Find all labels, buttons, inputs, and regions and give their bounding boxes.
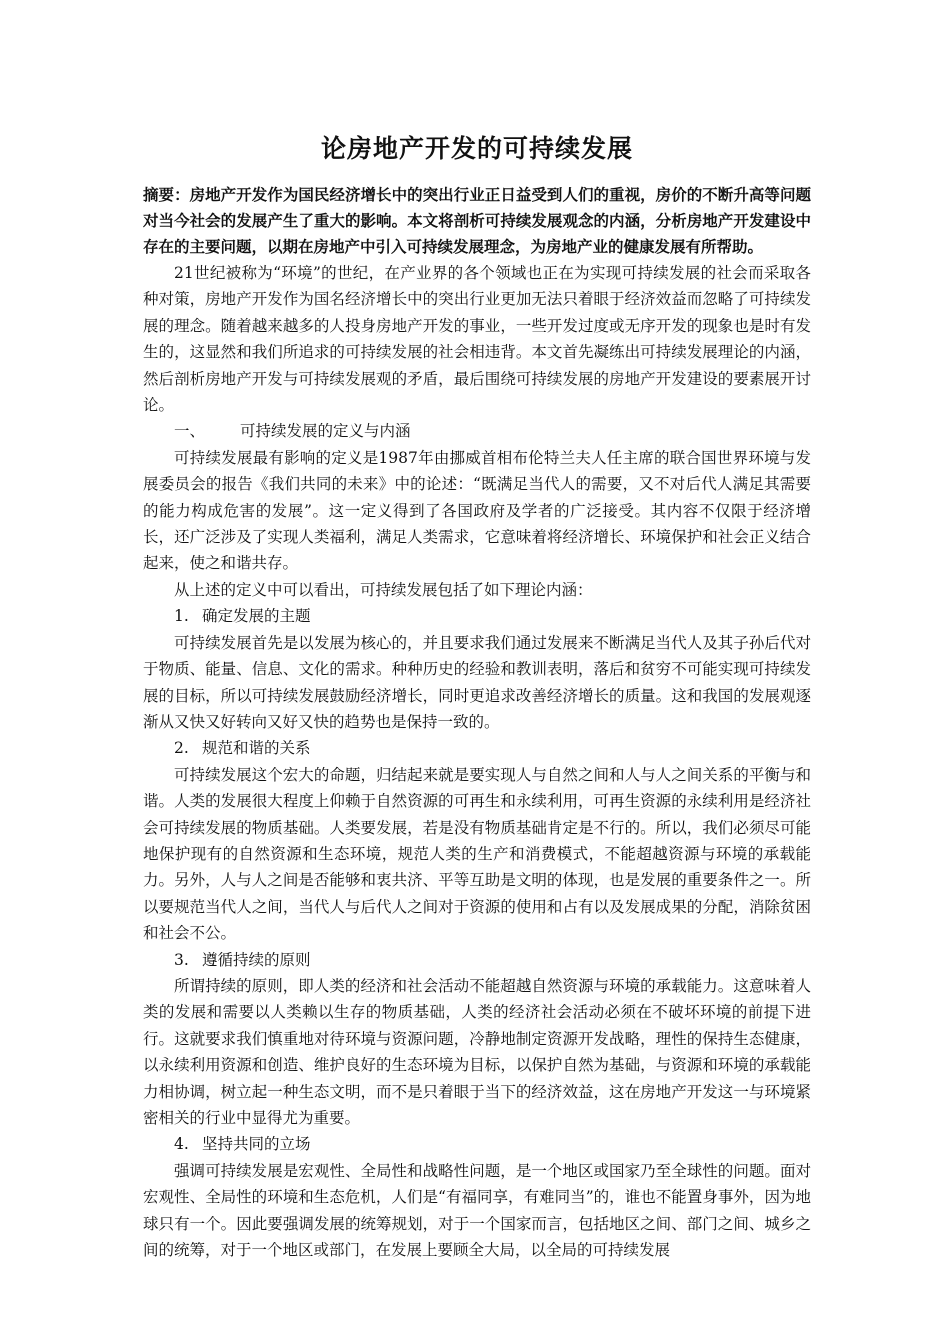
item-paragraph: 可持续发展首先是以发展为核心的，并且要求我们通过发展来不断满足当代人及其子孙后代对于物质、能量、信息、文化的需求。种种历史的经验和教训表明，落后和贫穷不可能实现可持续发展的目标，所以可持续发展鼓励经济增长，同时更追求改善经济增长的质量。这和我国的发展观逐渐从又快又好转向又好又快的趋势也是保持一致的。 (143, 633, 811, 731)
connotation-intro-paragraph: 从上述的定义中可以看出，可持续发展包括了如下理论内涵： (174, 580, 593, 599)
definition-paragraph: 可持续发展最有影响的定义是1987年由挪威首相布伦特兰夫人任主席的联合国世界环境与发展委员会的报告《我们共同的未来》中的论述：“既满足当代人的需要，又不对后代人满足其需要的能力构成危害的发展”。这一定义得到了各国政府及学者的广泛接受。其内容不仅限于经济增长，还广泛涉及了实现人类福利，满足人类需求，它意味着将经济增长、环境保护和社会正义结合起来，使之和谐共存。 (143, 448, 811, 573)
item-title: 规范和谐的关系 (202, 739, 311, 758)
item-heading (143, 603, 811, 629)
document-title: 论房地产开发的可持续发展 (320, 134, 633, 163)
item-title: 遵循持续的原则 (202, 950, 311, 969)
item-paragraph: 强调可持续发展是宏观性、全局性和战略性问题，是一个地区或国家乃至全球性的问题。面对宏观性、全局性的环境和生态危机，人们是“有福同享，有难同当”的，谁也不能置身事外，因为地球只有一个。因此要强调发展的统筹规划，对于一个国家而言，包括地区之间、部门之间、城乡之间的统筹，对于一个地区或部门，在发展上要顾全大局，以全局的可持续发展 (143, 1161, 811, 1260)
section-heading (143, 418, 811, 444)
item-paragraph: 可持续发展这个宏大的命题，归结起来就是要实现人与自然之间和人与人之间关系的平衡与和谐。人类的发展很大程度上仰赖于自然资源的可再生和永续利用，可再生资源的永续利用是经济社会可持续发展的物质基础。人类要发展，若是没有物质基础肯定是不行的。所以，我们必须尽可能地保护现有的自然资源和生态环境，规范人类的生产和消费模式，不能超越资源与环境的承载能力。另外，人与人之间是否能够和衷共济、平等互助是文明的体现，也是发展的重要条件之一。所以要规范当代人之间，当代人与后代人之间对于资源的使用和占有以及发展成果的分配，消除贫困和社会不公。 (143, 765, 811, 943)
section-number: 一、 (174, 422, 206, 441)
intro-paragraph: 21世纪被称为“环境”的世纪，在产业界的各个领域也正在为实现可持续发展的社会而采取各种对策，房地产开发作为国名经济增长中的突出行业更加无法只着眼于经济效益而忽略了可持续发展的理念。随着越来越多的人投身房地产开发的事业，一些开发过度或无序开发的现象也是时有发生的，这显然和我们所追求的可持续发展的社会相违背。本文首先凝练出可持续发展理论的内涵，然后剖析房地产开发与可持续发展观的矛盾，最后围绕可持续发展的房地产开发建设的要素展开讨论。 (143, 264, 811, 415)
item-heading (143, 1131, 811, 1157)
item-number: 3. (174, 950, 189, 969)
item-title: 坚持共同的立场 (202, 1135, 311, 1154)
item-number: 4. (174, 1135, 189, 1154)
item-heading (143, 947, 811, 973)
section-title: 可持续发展的定义与内涵 (240, 422, 411, 441)
item-title: 确定发展的主题 (202, 607, 311, 626)
item-paragraph: 所谓持续的原则，即人类的经济和社会活动不能超越自然资源与环境的承载能力。这意味着人类的发展和需要以人类赖以生存的物质基础，人类的经济社会活动必须在不破坏环境的前提下进行。这就要求我们慎重地对待环境与资源问题，冷静地制定资源开发战略，理性的保持生态健康，以永续利用资源和创造、维护良好的生态环境为目标，以保护自然为基础，与资源和环境的承载能力相协调，树立起一种生态文明，而不是只着眼于当下的经济效益，这在房地产开发这一与环境紧密相关的行业中显得尤为重要。 (143, 976, 811, 1127)
document-body (143, 130, 811, 1263)
abstract-paragraph: 摘要：房地产开发作为国民经济增长中的突出行业正日益受到人们的重视，房价的不断升高等问题对当今社会的发展产生了重大的影响。本文将剖析可持续发展观念的内涵，分析房地产开发建设中存在的主要问题，以期在房地产中引入可持续发展理念，为房地产业的健康发展有所帮助。 (143, 186, 811, 256)
item-number: 1. (174, 607, 189, 626)
item-number: 2. (174, 739, 189, 758)
item-heading (143, 735, 811, 761)
